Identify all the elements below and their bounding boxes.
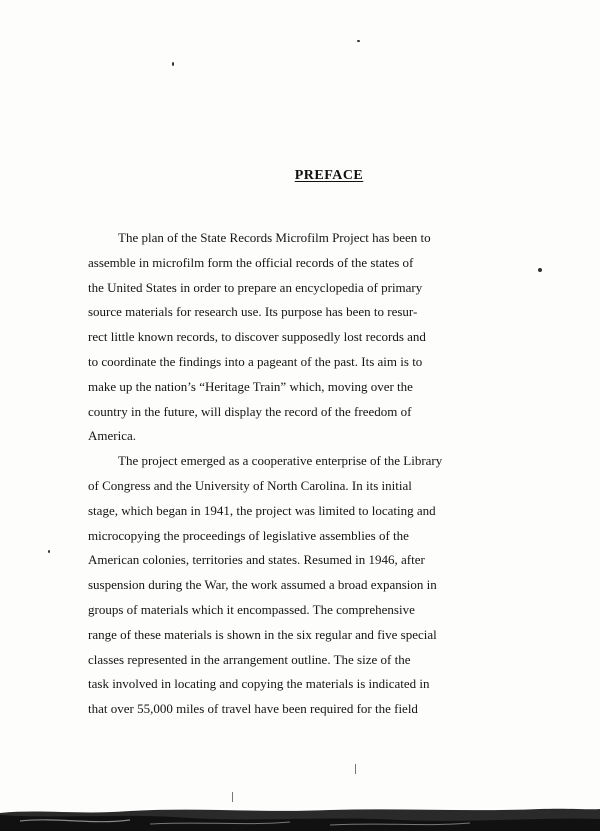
text-line: America.	[88, 428, 137, 444]
text-line: of Congress and the University of North Carolina. In its initial	[88, 477, 412, 493]
preface-body	[88, 226, 528, 722]
text-line: suspension during the War, the work assumed a broad expansion in	[88, 577, 437, 593]
text-line: that over 55,000 miles of travel have been required for the field	[88, 701, 418, 717]
text-line: classes represented in the arrangement outline. The size of the	[88, 651, 411, 667]
text-line: The project emerged as a cooperative enterprise of the Library	[118, 453, 443, 469]
text-line: task involved in locating and copying the materials is indicated in	[88, 676, 430, 692]
text-line: to coordinate the findings into a pageant of the past. Its aim is to	[88, 353, 423, 369]
text-line: American colonies, territories and states. Resumed in 1946, after	[88, 552, 425, 568]
scan-speck	[357, 40, 360, 42]
text-line: The plan of the State Records Microfilm Project has been to	[118, 230, 431, 245]
text-line: microcopying the proceedings of legislative assemblies of the	[88, 527, 409, 543]
scan-speck	[48, 550, 50, 553]
text-line: stage, which began in 1941, the project was limited to locating and	[88, 502, 436, 518]
text-line: assemble in microfilm form the official records of the states of	[88, 254, 414, 270]
text-line: make up the nation’s “Heritage Train” which, moving over the	[88, 378, 413, 394]
text-line: source materials for research use. Its purpose has been to resur-	[88, 304, 418, 320]
text-line: country in the future, will display the record of the freedom of	[88, 403, 412, 419]
scan-bottom-edge	[0, 791, 600, 831]
page-title	[0, 168, 600, 184]
scan-speck	[538, 268, 542, 272]
scan-mark	[355, 764, 356, 774]
scan-speck	[172, 62, 174, 66]
text-line: range of these materials is shown in the six regular and five special	[88, 626, 437, 642]
text-line: rect little known records, to discover supposedly lost records and	[88, 329, 426, 345]
page-title-text: PREFACE	[294, 168, 364, 183]
text-line: groups of materials which it encompassed. The comprehensive	[88, 601, 415, 617]
text-line: the United States in order to prepare an encyclopedia of primary	[88, 279, 423, 295]
